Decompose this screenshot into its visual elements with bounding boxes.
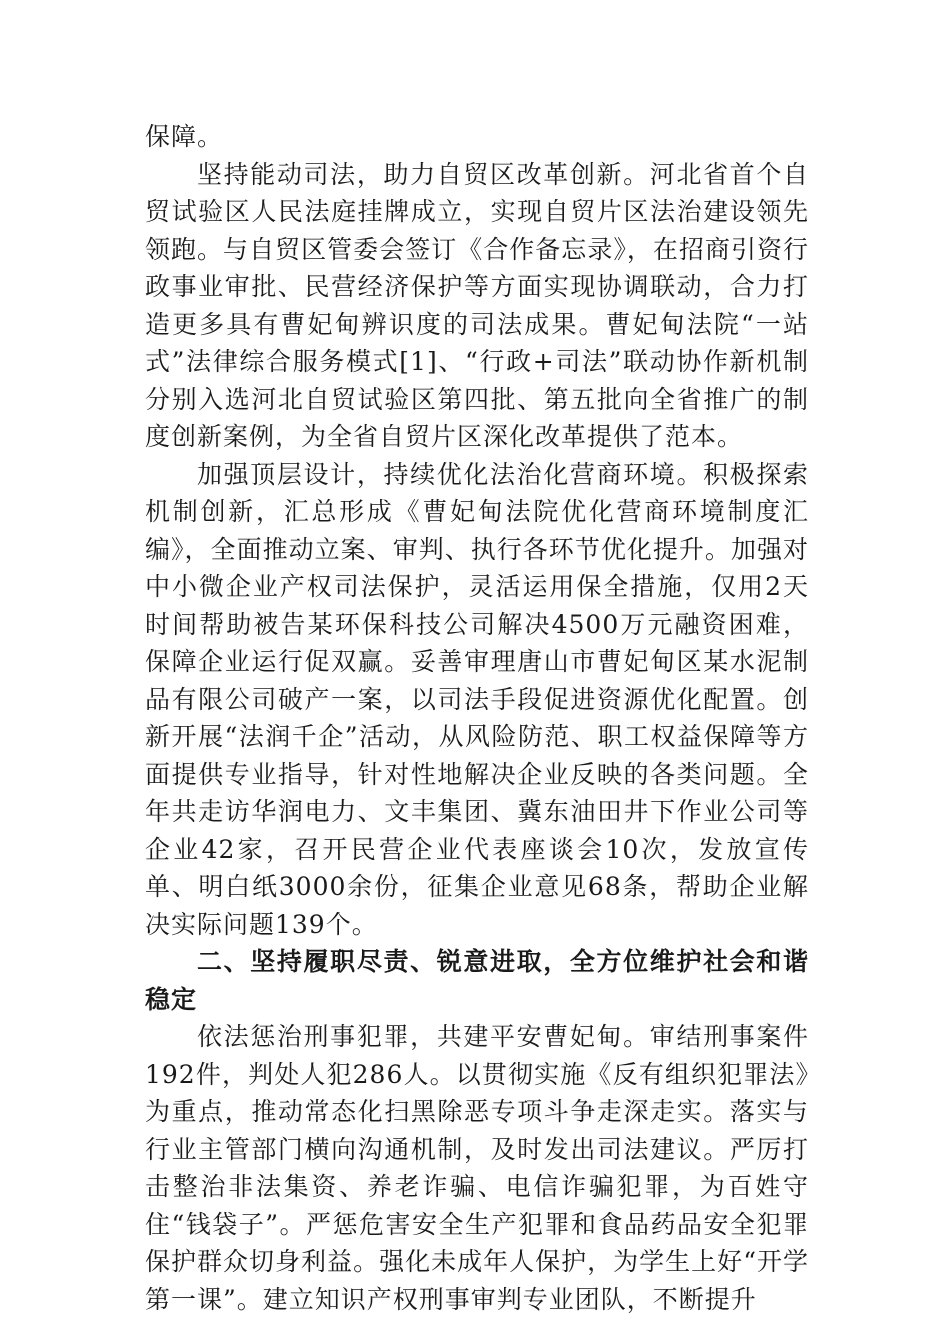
paragraph-business-environment: 加强顶层设计，持续优化法治化营商环境。积极探索机制创新，汇总形成《曹妃甸法院优化营商环境制度汇编》，全面推动立案、审判、执行各环节优化提升。加强对中小微企业产权司法保护，灵活运用保全措施，仅用2天时间帮助被告某环保科技公司解决4500万元融资困难，保障企业运行促双赢。妥善审理唐山市曹妃甸区某水泥制品有限公司破产一案，以司法手段促进资源优化配置。创新开展“法润千企”活动，从风险防范、职工权益保障等方面提供专业指导，针对性地解决企业反映的各类问题。全年共走访华润电力、文丰集团、冀东油田井下作业公司等企业42家，召开民营企业代表座谈会10次，发放宣传单、明白纸3000余份，征集企业意见68条，帮助企业解决实际问题139个。 — [145, 459, 809, 939]
paragraph-continuation: 保障。 — [145, 122, 224, 151]
paragraph-free-trade-zone: 坚持能动司法，助力自贸区改革创新。河北省首个自贸试验区人民法庭挂牌成立，实现自贸片区法治建设领先领跑。与自贸区管委会签订《合作备忘录》，在招商引资行政事业审批、民营经济保护等方面实现协调联动，合力打造更多具有曹妃甸辨识度的司法成果。曹妃甸法院“一站式”法律综合服务模式[1]、“行政+司法”联动协作新机制分别入选河北自贸试验区第四批、第五批向全省推广的制度创新案例，为全省自贸片区深化改革提供了范本。 — [145, 159, 809, 451]
paragraph-criminal-justice: 依法惩治刑事犯罪，共建平安曹妃甸。审结刑事案件192件，判处人犯286人。以贯彻实施《反有组织犯罪法》为重点，推动常态化扫黑除恶专项斗争走深走实。落实与行业主管部门横向沟通机制，及时发出司法建议。严厉打击整治非法集资、养老诈骗、电信诈骗犯罪，为百姓守住“钱袋子”。严惩危害安全生产犯罪和食品药品安全犯罪保护群众切身利益。强化未成年人保护，为学生上好“开学第一课”。建立知识产权刑事审判专业团队，不断提升 — [145, 1022, 809, 1314]
section-heading-2: 二、坚持履职尽责、锐意进取，全方位维护社会和谐稳定 — [145, 947, 809, 1014]
document-body — [145, 118, 809, 1318]
